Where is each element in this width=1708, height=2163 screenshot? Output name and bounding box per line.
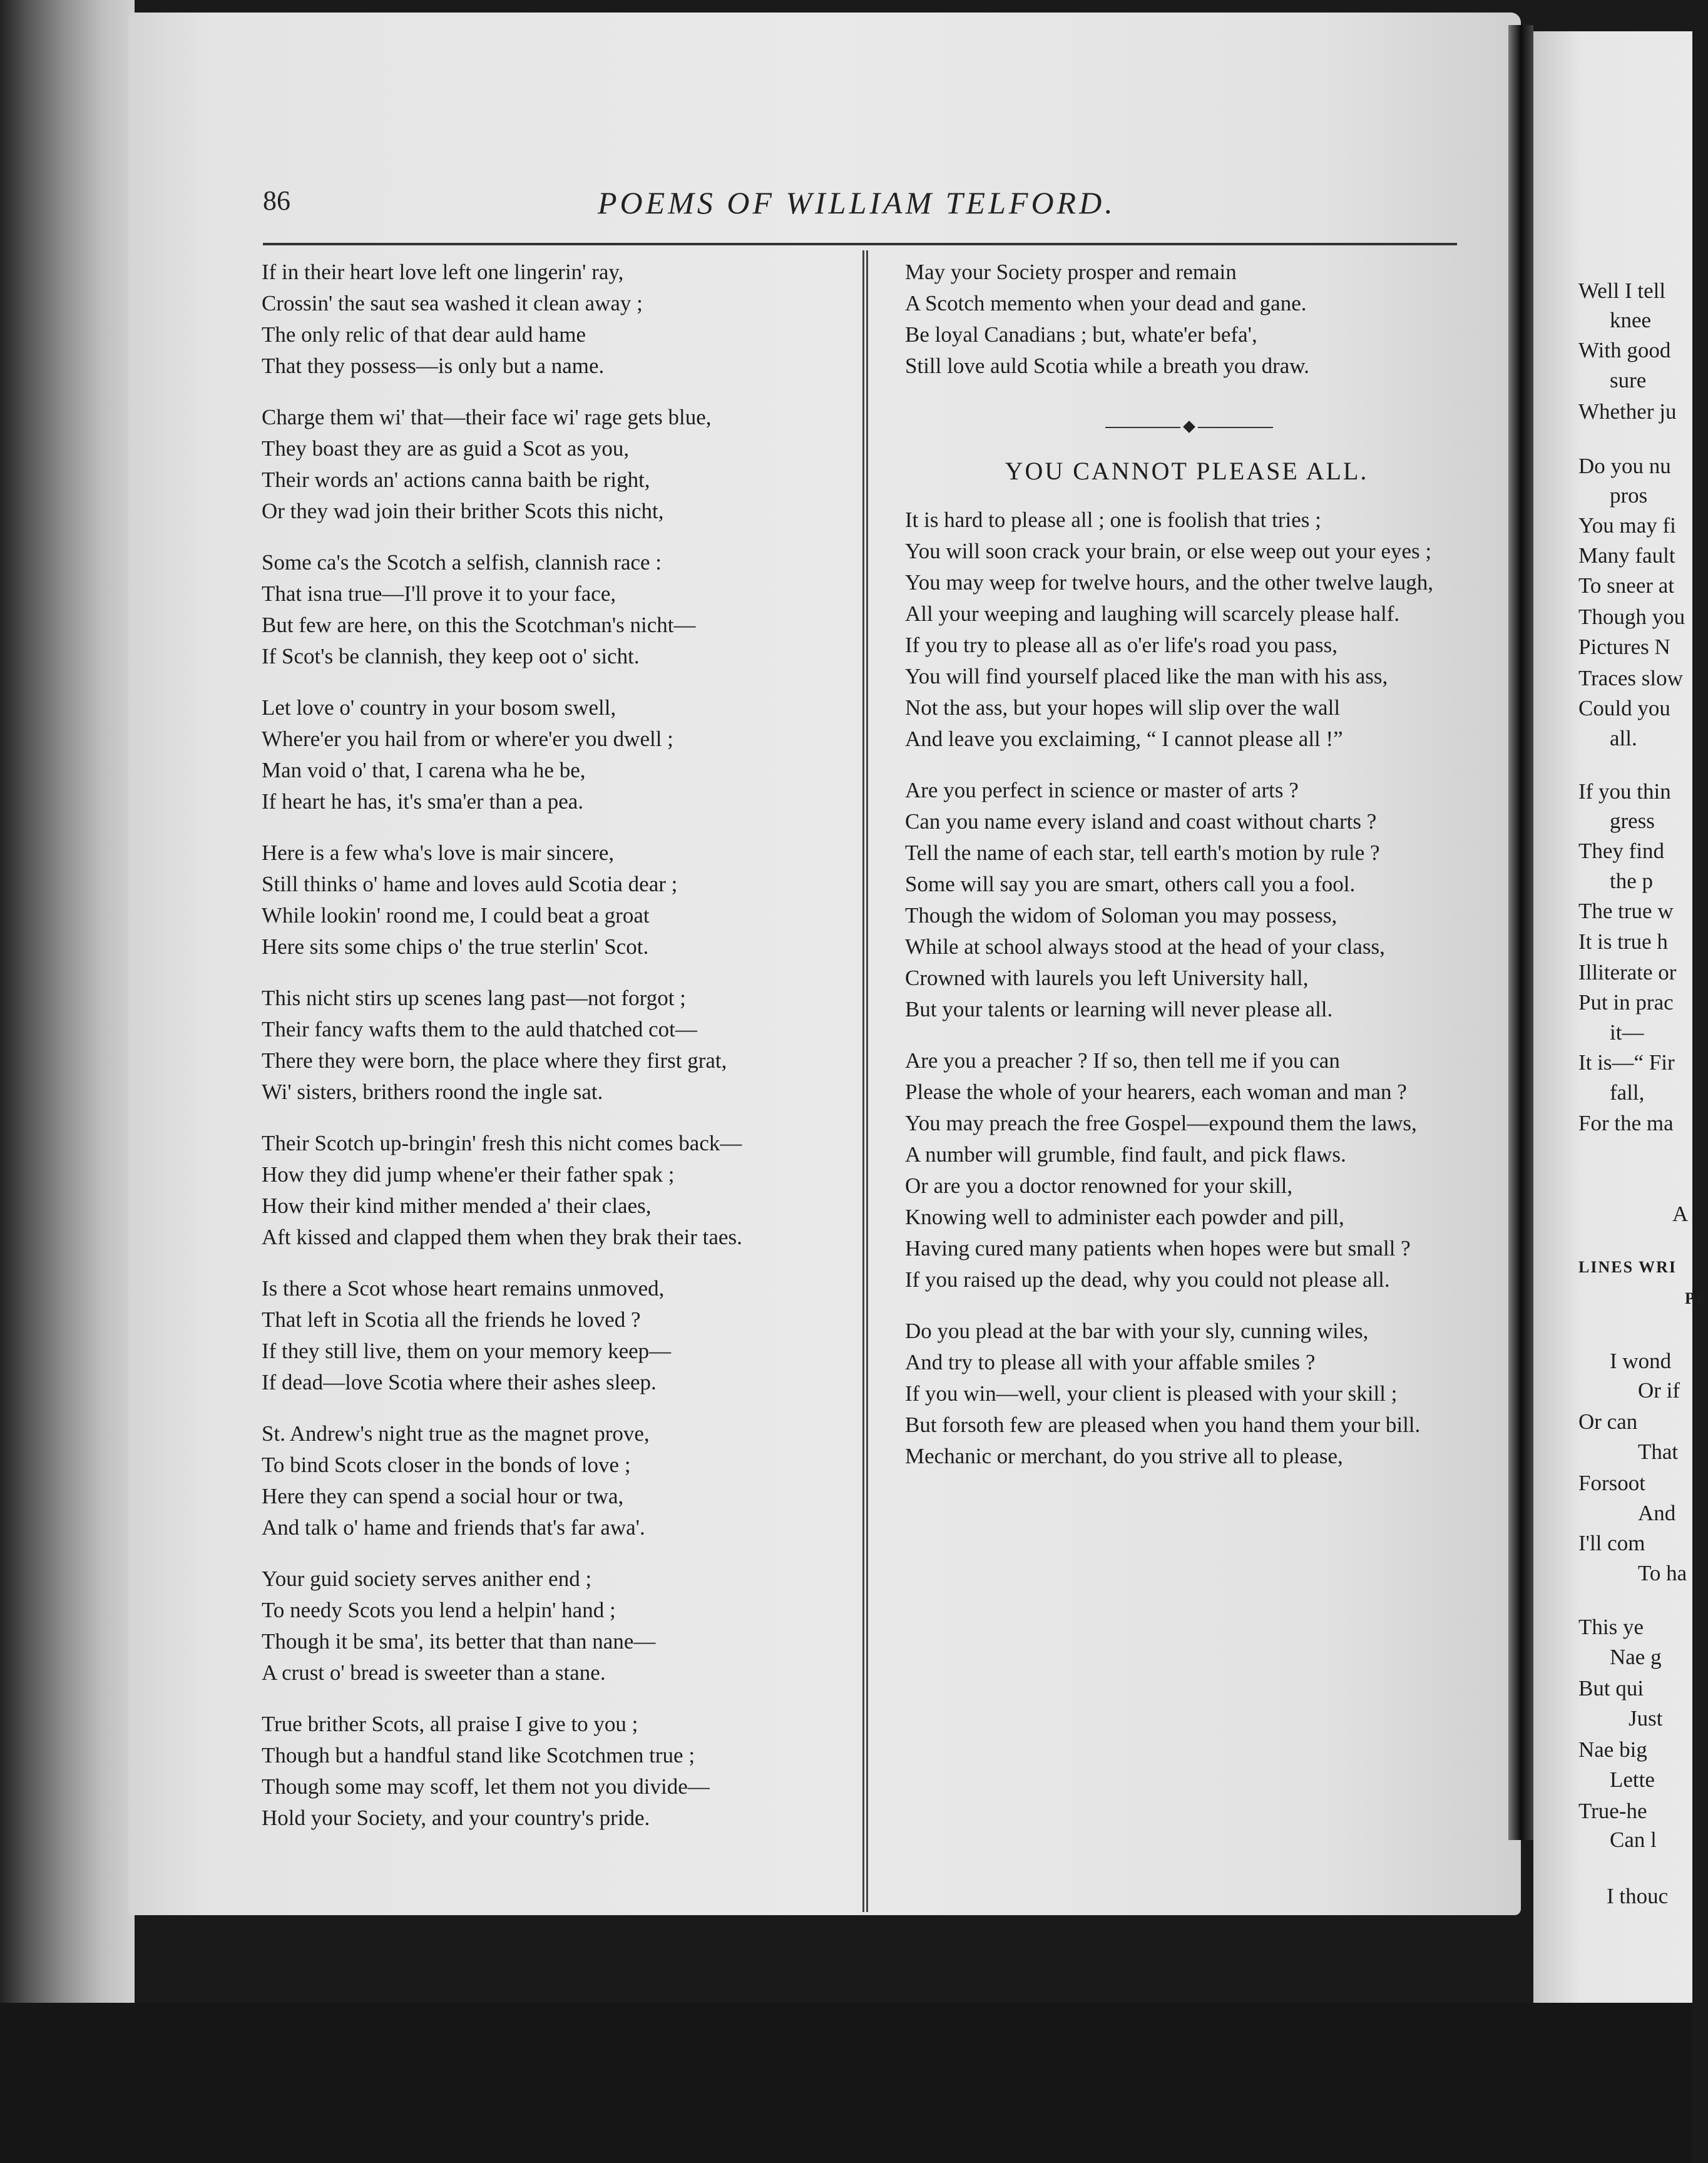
poem-line: This nicht stirs up scenes lang past—not forgot ; (262, 986, 686, 1010)
facing-page-text: Illiterate or (1578, 960, 1677, 984)
stanza (262, 692, 831, 817)
left-column (262, 257, 831, 1854)
poem-line: Or are you a doctor renowned for your skill, (905, 1174, 1293, 1198)
facing-page-text: gress (1610, 809, 1655, 833)
facing-page-text: Nae big (1578, 1737, 1647, 1762)
facing-page-text: Or if (1638, 1378, 1680, 1403)
poem-line: True brither Scots, all praise I give to you ; (262, 1712, 638, 1736)
stanza (262, 1273, 831, 1398)
page-header (263, 185, 1452, 228)
stanza (905, 1316, 1468, 1472)
facing-page-text: A (1672, 1202, 1689, 1226)
page-number: 86 (263, 185, 290, 216)
poem-line: Aft kissed and clapped them when they brak their taes. (262, 1225, 742, 1249)
poem-line: Please the whole of your hearers, each woman and man ? (905, 1080, 1407, 1104)
facing-page-text: And (1638, 1501, 1676, 1525)
stanza (262, 1563, 831, 1689)
facing-page-text: Nae g (1610, 1645, 1662, 1669)
poem-line: Wi' sisters, brithers roond the ingle sat. (262, 1080, 603, 1104)
poem-line: Here they can spend a social hour or twa, (262, 1484, 624, 1508)
poem-line: St. Andrew's night true as the magnet prove, (262, 1421, 650, 1446)
stanza (905, 504, 1468, 755)
stanza (262, 837, 831, 963)
poem-line: Still thinks o' hame and loves auld Scotia dear ; (262, 872, 678, 896)
scan-background (0, 2003, 1692, 2163)
poem-line: Your guid society serves anither end ; (262, 1567, 592, 1591)
facing-page-text: Pictures N (1578, 635, 1670, 659)
poem-line: Still love auld Scotia while a breath you draw. (905, 354, 1310, 378)
ornament-divider (905, 402, 1468, 456)
facing-page-text: To sneer at (1578, 573, 1675, 598)
facing-page-text: But qui (1578, 1676, 1644, 1700)
poem-line: Mechanic or merchant, do you strive all to please, (905, 1444, 1343, 1468)
poem-line: But forsoth few are pleased when you hand them your bill. (905, 1413, 1421, 1437)
facing-page-text: Just (1629, 1706, 1663, 1731)
stanza (262, 547, 831, 672)
facing-page-text: fall, (1610, 1080, 1645, 1105)
poem-line: How their kind mither mended a' their claes, (262, 1194, 652, 1218)
poem-line: To bind Scots closer in the bonds of love ; (262, 1453, 631, 1477)
poem-line: If you try to please all as o'er life's road you pass, (905, 633, 1338, 657)
facing-page-text: You may fi (1578, 513, 1676, 538)
facing-page-text: For the ma (1578, 1111, 1674, 1135)
poem-line: But your talents or learning will never please all. (905, 997, 1333, 1021)
poem-line: Are you a preacher ? If so, then tell me if you can (905, 1048, 1340, 1073)
poem-line: Charge them wi' that—their face wi' rage gets blue, (262, 405, 712, 429)
facing-page-text: Well I tell (1578, 279, 1666, 303)
stanza (262, 1128, 831, 1253)
poem-line: They boast they are as guid a Scot as you, (262, 436, 630, 461)
poem-line: How they did jump whene'er their father spak ; (262, 1162, 675, 1187)
poem-line: Knowing well to administer each powder and pill, (905, 1205, 1344, 1229)
facing-page-text: the p (1610, 869, 1654, 893)
poem-line: Do you plead at the bar with your sly, cunning wiles, (905, 1319, 1369, 1343)
poem-line: Where'er you hail from or where'er you dwell ; (262, 727, 673, 751)
poem-line: To needy Scots you lend a helpin' hand ; (262, 1598, 616, 1622)
poem-line: Though it be sma', its better that than nane— (262, 1629, 656, 1654)
poem-line: Can you name every island and coast without charts ? (905, 809, 1377, 834)
poem-line: You may preach the free Gospel—expound them the laws, (905, 1111, 1417, 1135)
poem-body (905, 504, 1468, 1472)
poem-line: There they were born, the place where they first grat, (262, 1048, 727, 1073)
poem-line: Let love o' country in your bosom swell, (262, 695, 616, 720)
poem-line: While at school always stood at the head of your class, (905, 934, 1385, 959)
poem-line: Though the widom of Soloman you may possess, (905, 903, 1337, 928)
facing-page-text: it— (1610, 1020, 1644, 1045)
facing-page-fragments (1578, 263, 1708, 1953)
poem-line: Be loyal Canadians ; but, whate'er befa', (905, 322, 1257, 347)
poem-line: That they possess—is only but a name. (262, 354, 605, 378)
poem-line: May your Society prosper and remain (905, 260, 1237, 284)
poem-line: A Scotch memento when your dead and gane. (905, 291, 1307, 315)
stanza (262, 983, 831, 1108)
facing-page-text: With good (1578, 338, 1671, 362)
facing-page-text: Though you (1578, 605, 1685, 629)
closing-stanza (905, 257, 1468, 382)
column-divider (862, 250, 868, 1912)
facing-page-text: This ye (1578, 1615, 1644, 1639)
facing-page-text: Lette (1610, 1767, 1655, 1792)
running-title: POEMS OF WILLIAM TELFORD. (598, 185, 1116, 220)
poem-line: Having cured many patients when hopes were but small ? (905, 1236, 1411, 1260)
poem-line: All your weeping and laughing will scarcely please half. (905, 601, 1400, 626)
poem-line: And leave you exclaiming, “ I cannot please all !” (905, 727, 1343, 751)
facing-page-text: Do you nu (1578, 454, 1671, 478)
facing-page-text: Can l (1610, 1828, 1657, 1852)
stanza (905, 775, 1468, 1025)
poem-line: Some ca's the Scotch a selfish, clannish race : (262, 550, 662, 575)
facing-page-text: PE (1685, 1289, 1708, 1307)
facing-page-text: I wond (1610, 1349, 1672, 1373)
header-rule (263, 243, 1457, 245)
poem-line: Here is a few wha's love is mair sincere, (262, 841, 615, 865)
poem-line: If Scot's be clannish, they keep oot o' sicht. (262, 644, 640, 668)
facing-page-text: I thouc (1607, 1884, 1669, 1908)
facing-page-text: Or can (1578, 1409, 1638, 1434)
poem-line: A crust o' bread is sweeter than a stane. (262, 1660, 606, 1685)
facing-page-text: all. (1610, 726, 1637, 750)
facing-page-text: pros (1610, 483, 1648, 508)
facing-page-text: sure (1610, 368, 1647, 392)
poem-line: Tell the name of each star, tell earth's motion by rule ? (905, 841, 1380, 865)
poem-line: Man void o' that, I carena wha he be, (262, 758, 586, 782)
poem-line: If you win—well, your client is pleased with your skill ; (905, 1381, 1398, 1406)
facing-page-text: The true w (1578, 899, 1674, 923)
poem-line: Is there a Scot whose heart remains unmoved, (262, 1276, 665, 1301)
poem-line: Not the ass, but your hopes will slip over the wall (905, 695, 1341, 720)
facing-page-text: LINES WRI (1578, 1258, 1677, 1276)
stanza (905, 1045, 1468, 1296)
facing-page-text: If you thin (1578, 779, 1671, 804)
facing-page-text: To ha (1638, 1561, 1687, 1585)
poem-line: Crowned with laurels you left University hall, (905, 966, 1309, 990)
poem-line: You may weep for twelve hours, and the other twelve laugh, (905, 570, 1434, 595)
facing-page-text: It is true h (1578, 929, 1668, 954)
stanza (262, 1709, 831, 1834)
poem-line: You will find yourself placed like the man with his ass, (905, 664, 1388, 688)
diamond-icon (1183, 421, 1195, 433)
poem-line: The only relic of that dear auld hame (262, 322, 586, 347)
facing-page-text: It is—“ Fir (1578, 1050, 1675, 1075)
poem-line: But few are here, on this the Scotchman's nicht— (262, 613, 696, 637)
book-gutter (1508, 25, 1533, 1840)
poem-line: And try to please all with your affable smiles ? (905, 1350, 1316, 1374)
poem-line: Are you perfect in science or master of arts ? (905, 778, 1299, 802)
poem-line: Crossin' the saut sea washed it clean away ; (262, 291, 643, 315)
poem-line: Their Scotch up-bringin' fresh this nicht comes back— (262, 1131, 742, 1155)
poem-line: If in their heart love left one lingerin' ray, (262, 260, 624, 284)
facing-page-text: Whether ju (1578, 399, 1677, 424)
facing-page-text: Could you (1578, 696, 1670, 720)
poem-line: Some will say you are smart, others call you a fool. (905, 872, 1356, 896)
poem-line: It is hard to please all ; one is foolish that tries ; (905, 508, 1321, 532)
facing-page-text: Put in prac (1578, 990, 1674, 1015)
stanza (262, 402, 831, 527)
middle-column (905, 257, 1468, 1492)
poem-line: Though but a handful stand like Scotchmen true ; (262, 1743, 695, 1767)
poem-line: Hold your Society, and your country's pride. (262, 1806, 650, 1830)
poem-line: A number will grumble, find fault, and pick flaws. (905, 1142, 1346, 1167)
book-spine-edge (0, 0, 135, 2163)
poem-line: Here sits some chips o' the true sterlin' Scot. (262, 934, 649, 959)
facing-page-text: That (1638, 1439, 1679, 1464)
poem-title: YOU CANNOT PLEASE ALL. (1005, 457, 1369, 485)
poem-line: You will soon crack your brain, or else weep out your eyes ; (905, 539, 1432, 563)
poem-line: If you raised up the dead, why you could not please all. (905, 1267, 1390, 1292)
poem-line: That left in Scotia all the friends he loved ? (262, 1307, 641, 1332)
facing-page-text: Forsoot (1578, 1471, 1645, 1495)
facing-page-text: knee (1610, 308, 1652, 332)
facing-page-text: Many fault (1578, 543, 1675, 568)
poem-line: Though some may scoff, let them not you divide— (262, 1774, 710, 1799)
poem-line: If dead—love Scotia where their ashes sleep. (262, 1370, 657, 1394)
poem-line: If they still live, them on your memory keep— (262, 1339, 672, 1363)
facing-page-text: True-he (1578, 1799, 1647, 1823)
poem-line: Or they wad join their brither Scots this nicht, (262, 499, 664, 523)
poem-line: Their fancy wafts them to the auld thatched cot— (262, 1017, 697, 1041)
poem-line: That isna true—I'll prove it to your face, (262, 581, 616, 606)
facing-page-text: Traces slow (1578, 666, 1683, 690)
stanza (262, 257, 831, 382)
stanza (262, 1418, 831, 1543)
poem-line: If heart he has, it's sma'er than a pea. (262, 789, 584, 814)
poem-line: And talk o' hame and friends that's far awa'. (262, 1515, 645, 1540)
facing-page-text: I'll com (1578, 1531, 1645, 1555)
poem-line: While lookin' roond me, I could beat a groat (262, 903, 650, 928)
facing-page-text: They find (1578, 839, 1665, 863)
poem-line: Their words an' actions canna baith be right, (262, 468, 650, 492)
